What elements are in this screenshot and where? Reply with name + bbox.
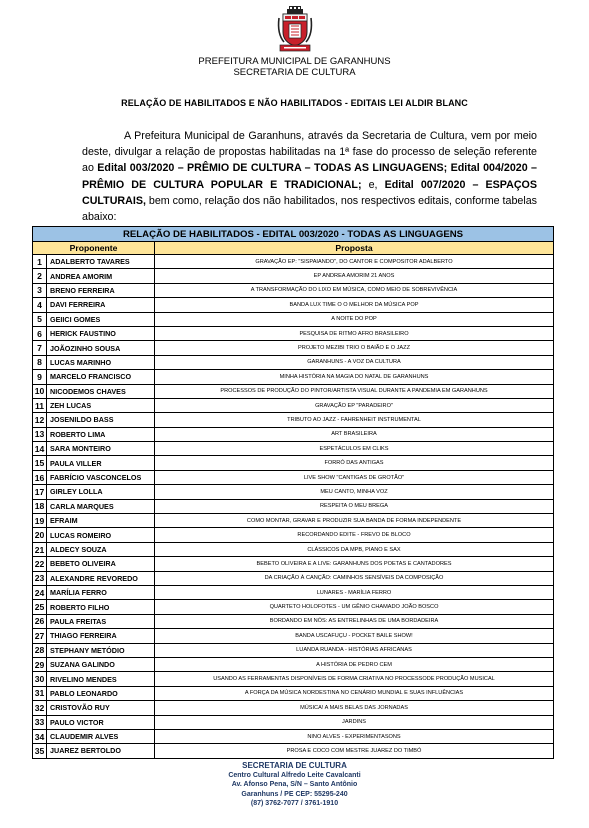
row-number: 9 [33, 370, 47, 384]
footer-phone: (87) 3762-7077 / 3761-1910 [250, 800, 339, 807]
proposta-cell: BANDA LUX TIME O O MELHOR DA MÚSICA POP [155, 298, 554, 312]
row-number: 6 [33, 326, 47, 340]
proposta-cell: CLÁSSICOS DA MPB, PIANO E SAX [155, 542, 554, 556]
proposta-cell: A FORÇA DA MÚSICA NORDESTINA NO CENÁRIO MUNDIAL E SUAS INFLUÊNCIAS [155, 686, 554, 700]
proponente-cell: CLAUDEMIR ALVES [47, 729, 155, 743]
table-row [33, 729, 554, 743]
table-row [33, 326, 554, 340]
proposta-cell: FORRÓ DAS ANTIGAS [155, 456, 554, 470]
proposta-cell: USANDO AS FERRAMENTAS DISPONÍVEIS DE FORMA CRIATIVA NO PROCESSODE PRODUÇÃO MUSICAL [155, 672, 554, 686]
table-row [33, 355, 554, 369]
table-row [33, 427, 554, 441]
table-row [33, 686, 554, 700]
row-number: 34 [33, 729, 47, 743]
proponente-cell: STEPHANY METÓDIO [47, 643, 155, 657]
proponente-cell: NICODEMOS CHAVES [47, 384, 155, 398]
habilitados-table [32, 226, 554, 759]
table-row [33, 643, 554, 657]
proposta-cell: ESPETÁCULOS EM CLIKS [155, 442, 554, 456]
row-number: 2 [33, 269, 47, 283]
row-number: 23 [33, 571, 47, 585]
proponente-cell: JUAREZ BERTOLDO [47, 744, 155, 758]
table-row [33, 499, 554, 513]
proposta-cell: BEBETO OLIVEIRA E A LIVE: GARANHUNS DOS POETAS E CANTADORES [155, 557, 554, 571]
proponente-cell: ROBERTO LIMA [47, 427, 155, 441]
table-title: RELAÇÃO DE HABILITADOS - EDITAL 003/2020 - TODAS AS LINGUAGENS [33, 227, 554, 242]
row-number: 17 [33, 485, 47, 499]
intro-edital-007-bold: Edital 007/2020 – ESPAÇOS CULTURAIS, [82, 178, 538, 207]
municipality-name: PREFEITURA MUNICIPAL DE GARANHUNS [198, 56, 391, 67]
proposta-cell: LUANDA RUANDA - HISTÓRIAS AFRICANAS [155, 643, 554, 657]
proposta-cell: A HISTÓRIA DE PEDRO CEM [155, 657, 554, 671]
row-number: 33 [33, 715, 47, 729]
table-row [33, 571, 554, 585]
table-row [33, 370, 554, 384]
proposta-cell: ART BRASILEIRA [155, 427, 554, 441]
column-header-proposta: Proposta [155, 242, 554, 255]
table-row [33, 341, 554, 355]
row-number: 7 [33, 341, 47, 355]
proposta-cell: BANDA USCAFUÇU - POCKET BAILE SHOW! [155, 629, 554, 643]
table-row [33, 528, 554, 542]
proponente-cell: THIAGO FERREIRA [47, 629, 155, 643]
proponente-cell: BRENO FERREIRA [47, 283, 155, 297]
proposta-cell: MINHA HISTÓRIA NA MAGIA DO NATAL DE GARANHUNS [155, 370, 554, 384]
footer [0, 761, 589, 809]
row-number: 8 [33, 355, 47, 369]
proponente-cell: LUCAS ROMEIRO [47, 528, 155, 542]
proposta-cell: PROJETO MEZIBI TRIO O BAIÃO E O JAZZ [155, 341, 554, 355]
proponente-cell: PAULA FREITAS [47, 614, 155, 628]
row-number: 19 [33, 514, 47, 528]
proponente-cell: ALEXANDRE REVOREDO [47, 571, 155, 585]
row-number: 27 [33, 629, 47, 643]
secretariat-name: SECRETARIA DE CULTURA [233, 67, 356, 78]
proposta-cell: QUARTETO HOLOFOTES - UM GÊNIO CHAMADO JOÃO BOSCO [155, 600, 554, 614]
proponente-cell: JOÃOZINHO SOUSA [47, 341, 155, 355]
proposta-cell: TRIBUTO AO JAZZ - FAHRENHEIT INSTRUMENTAL [155, 413, 554, 427]
proposta-cell: MEU CANTO, MINHA VOZ [155, 485, 554, 499]
row-number: 26 [33, 614, 47, 628]
row-number: 31 [33, 686, 47, 700]
intro-text-2: e, [361, 178, 385, 191]
row-number: 35 [33, 744, 47, 758]
table-row [33, 557, 554, 571]
row-number: 25 [33, 600, 47, 614]
table-row [33, 283, 554, 297]
table-row [33, 715, 554, 729]
row-number: 28 [33, 643, 47, 657]
row-number: 12 [33, 413, 47, 427]
row-number: 18 [33, 499, 47, 513]
proposta-cell: GRAVAÇÃO EP: "SISPAIANDO", DO CANTOR E COMPOSITOR ADALBERTO [155, 255, 554, 269]
table-row [33, 413, 554, 427]
row-number: 1 [33, 255, 47, 269]
table-row [33, 542, 554, 556]
row-number: 32 [33, 701, 47, 715]
proponente-cell: SARA MONTEIRO [47, 442, 155, 456]
table-row [33, 657, 554, 671]
proponente-cell: MARCELO FRANCISCO [47, 370, 155, 384]
proponente-cell: HERICK FAUSTINO [47, 326, 155, 340]
proponente-cell: GIRLEY LOLLA [47, 485, 155, 499]
proponente-cell: DAVI FERREIRA [47, 298, 155, 312]
table-row [33, 312, 554, 326]
proposta-cell: JARDINS [155, 715, 554, 729]
proponente-cell: ALDECY SOUZA [47, 542, 155, 556]
proponente-cell: ROBERTO FILHO [47, 600, 155, 614]
row-number: 20 [33, 528, 47, 542]
intro-editais-bold: Edital 003/2020 – PRÊMIO DE CULTURA – TODAS AS LINGUAGENS; Edital 004/2020 – PRÊMIO DE CULTURA POPULAR E TRADICIONAL; [82, 162, 537, 191]
proponente-cell: JOSENILDO BASS [47, 413, 155, 427]
proposta-cell: PROCESSOS DE PRODUÇÃO DO PINTOR/ARTISTA VISUAL DURANTE A PANDEMIA EM GARANHUNS [155, 384, 554, 398]
proponente-cell: ZEH LUCAS [47, 398, 155, 412]
proponente-cell: PABLO LEONARDO [47, 686, 155, 700]
footer-city-cep: Garanhuns / PE CEP: 55295-240 [241, 790, 348, 798]
table-row [33, 744, 554, 758]
intro-paragraph [82, 128, 537, 225]
proposta-cell: RECORDANDO EDITE - FREVO DE BLOCO [155, 528, 554, 542]
row-number: 16 [33, 470, 47, 484]
proponente-cell: CARLA MARQUES [47, 499, 155, 513]
footer-cultural-center: Centro Cultural Alfredo Leite Cavalcanti [228, 771, 361, 779]
table-row [33, 614, 554, 628]
proposta-cell: DA CRIAÇÃO À CANÇÃO: CAMINHOS SENSÍVEIS DA COMPOSIÇÃO [155, 571, 554, 585]
proposta-cell: COMO MONTAR, GRAVAR E PRODUZIR SUA BANDA DE FORMA INDEPENDENTE [155, 514, 554, 528]
table-row [33, 701, 554, 715]
proposta-cell: PESQUISA DE RITMO AFRO BRASILEIRO [155, 326, 554, 340]
table-row [33, 398, 554, 412]
row-number: 3 [33, 283, 47, 297]
proposta-cell: GRAVAÇÃO EP "PARADEIRO" [155, 398, 554, 412]
proponente-cell: MARÍLIA FERRO [47, 585, 155, 599]
proponente-cell: PAULA VILLER [47, 456, 155, 470]
row-number: 11 [33, 398, 47, 412]
table-row [33, 585, 554, 599]
row-number: 29 [33, 657, 47, 671]
column-header-proponente: Proponente [33, 242, 155, 255]
proposta-cell: BORDANDO EM NÓS: AS ENTRELINHAS DE UMA BORDADEIRA [155, 614, 554, 628]
proposta-cell: A NOITE DO POP [155, 312, 554, 326]
proponente-cell: FABRÍCIO VASCONCELOS [47, 470, 155, 484]
proponente-cell: BEBETO OLIVEIRA [47, 557, 155, 571]
table-row [33, 442, 554, 456]
table-row [33, 470, 554, 484]
proponente-cell: RIVELINO MENDES [47, 672, 155, 686]
proposta-cell: NINO ALVES - EXPERIMENTASONS [155, 729, 554, 743]
table-row [33, 672, 554, 686]
row-number: 24 [33, 585, 47, 599]
proposta-cell: GARANHUNS - A VOZ DA CULTURA [155, 355, 554, 369]
row-number: 13 [33, 427, 47, 441]
proposta-cell: RESPEITA O MEU BREGA [155, 499, 554, 513]
proposta-cell: PROSA E COCO COM MESTRE JUAREZ DO TIMBÓ [155, 744, 554, 758]
proponente-cell: EFRAIM [47, 514, 155, 528]
proposta-cell: LIVE SHOW "CANTIGAS DE GROTÃO" [155, 470, 554, 484]
proponente-cell: SUZANA GALINDO [47, 657, 155, 671]
row-number: 14 [33, 442, 47, 456]
table-row [33, 514, 554, 528]
table-row [33, 384, 554, 398]
row-number: 21 [33, 542, 47, 556]
footer-address: Av. Afonso Pena, S/N – Santo Antônio [231, 781, 358, 788]
footer-secretariat: SECRETARIA DE CULTURA [242, 761, 347, 770]
proponente-cell: LUCAS MARINHO [47, 355, 155, 369]
intro-text-1: A Prefeitura Municipal de Garanhuns, através da Secretaria de Cultura, vem por meio deste, divulgar a relação de propostas habilitadas na 1ª fase do processo de seleção referente ao [82, 130, 537, 175]
row-number: 15 [33, 456, 47, 470]
coat-of-arms-icon [276, 6, 314, 52]
table-row [33, 255, 554, 269]
proposta-cell: A TRANSFORMAÇÃO DO LIXO EM MÚSICA, COMO MEIO DE SOBREVIVÊNCIA [155, 283, 554, 297]
proponente-cell: ANDREA AMORIM [47, 269, 155, 283]
proponente-cell: ADALBERTO TAVARES [47, 255, 155, 269]
intro-text-3: bem como, relação dos não habilitados, nos respectivos editais, conforme tabelas abaixo: [82, 194, 537, 224]
row-number: 22 [33, 557, 47, 571]
table-row [33, 629, 554, 643]
row-number: 10 [33, 384, 47, 398]
table-row [33, 600, 554, 614]
row-number: 4 [33, 298, 47, 312]
proponente-cell: GEIICI GOMES [47, 312, 155, 326]
row-number: 30 [33, 672, 47, 686]
table-row [33, 269, 554, 283]
proposta-cell: LUNARES - MARÍLIA FERRO [155, 585, 554, 599]
table-row [33, 298, 554, 312]
document-title: RELAÇÃO DE HABILITADOS E NÃO HABILITADOS - EDITAIS LEI ALDIR BLANC [121, 98, 468, 108]
table-row [33, 485, 554, 499]
proposta-cell: EP ANDREA AMORIM 21 ANOS [155, 269, 554, 283]
proponente-cell: CRISTOVÃO RUY [47, 701, 155, 715]
proponente-cell: PAULO VICTOR [47, 715, 155, 729]
proposta-cell: MÚSICA! A MAIS BELAS DAS JORNADAS [155, 701, 554, 715]
table-row [33, 456, 554, 470]
row-number: 5 [33, 312, 47, 326]
